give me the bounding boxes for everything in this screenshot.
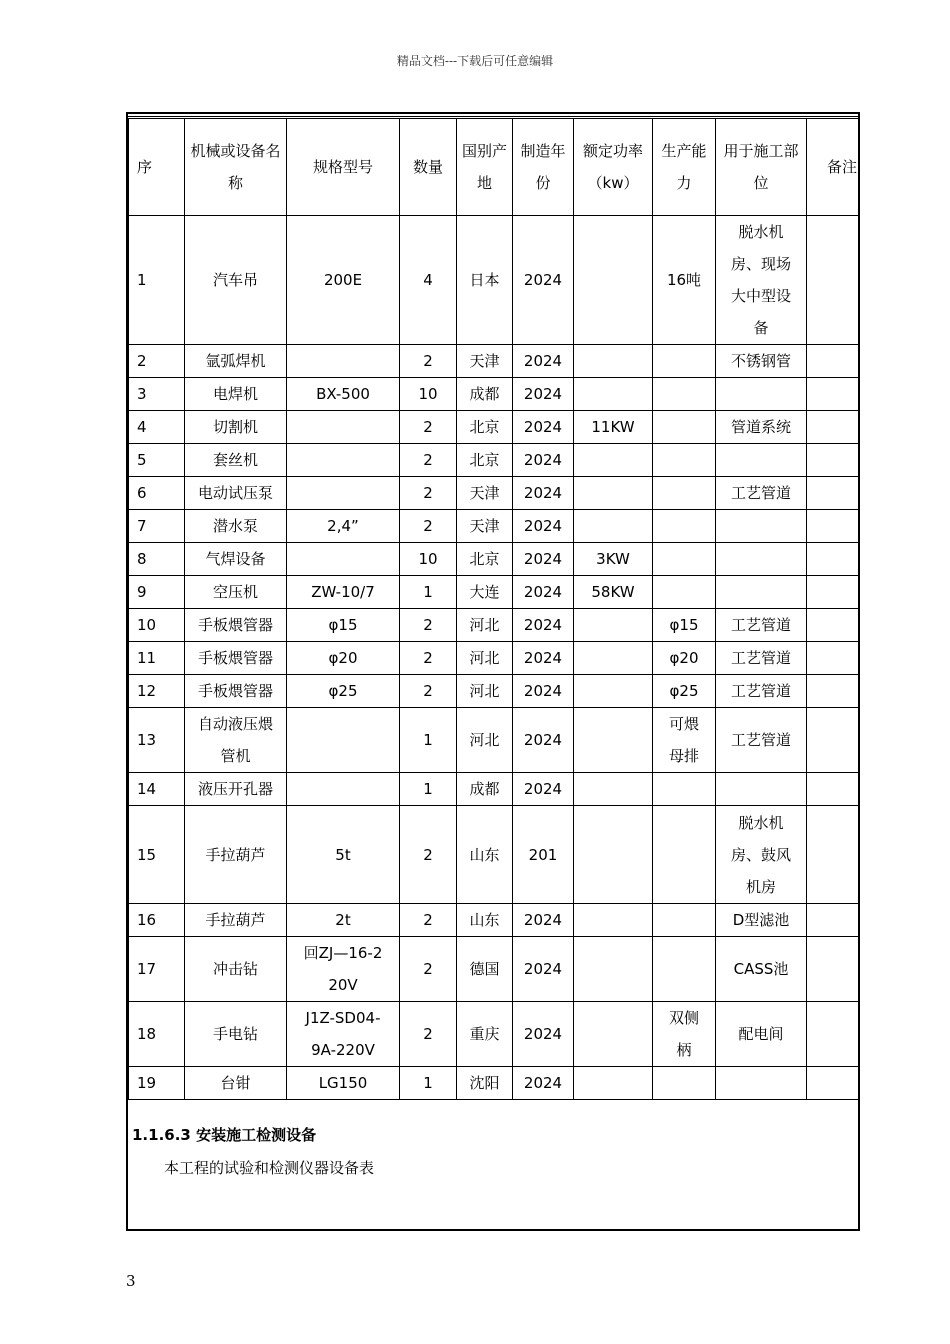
table-cell: 手板煨管器 [185,609,287,642]
column-header: 数量 [400,119,457,216]
table-row [129,806,861,904]
table-cell: 2,4” [287,510,400,543]
table-cell: 重庆 [457,1002,513,1067]
table-cell: 河北 [457,708,513,773]
table-cell: 2024 [513,216,574,345]
table-cell [574,937,653,1002]
table-cell: 天津 [457,345,513,378]
table-cell: 大连 [457,576,513,609]
table-cell: 2024 [513,510,574,543]
table-cell: CASS池 [716,937,807,1002]
table-cell: 2t [287,904,400,937]
table-cell [574,1002,653,1067]
page-header: 精品文档---下载后可任意编辑 [396,54,554,68]
column-header: 额定功率（kw） [574,119,653,216]
table-cell: 17 [129,937,185,1002]
table-cell: 7 [129,510,185,543]
table-cell: 2 [400,1002,457,1067]
table-cell: 天津 [457,510,513,543]
table-cell: 3 [129,378,185,411]
table-cell [807,444,861,477]
document-frame [126,112,860,1231]
table-header-row [129,119,861,216]
table-cell: 2024 [513,378,574,411]
table-cell: 手电钻 [185,1002,287,1067]
table-cell: 1 [400,708,457,773]
table-cell [807,576,861,609]
table-cell: 自动液压煨管机 [185,708,287,773]
table-cell [807,1067,861,1100]
table-cell: 15 [129,806,185,904]
table-cell: 成都 [457,378,513,411]
table-cell: LG150 [287,1067,400,1100]
table-cell: 回ZJ—16-220V [287,937,400,1002]
table-cell: 山东 [457,904,513,937]
table-cell: 2 [400,806,457,904]
table-cell: 手拉葫芦 [185,904,287,937]
table-cell: 3KW [574,543,653,576]
table-cell: 200E [287,216,400,345]
table-cell: 汽车吊 [185,216,287,345]
table-row [129,773,861,806]
table-cell [574,806,653,904]
table-cell: 1 [400,576,457,609]
table-cell: φ15 [287,609,400,642]
table-cell: 2 [400,904,457,937]
table-cell: 工艺管道 [716,477,807,510]
column-header: 备注 [807,119,861,216]
table-cell: 工艺管道 [716,708,807,773]
table-cell [807,411,861,444]
table-cell: 电动试压泵 [185,477,287,510]
table-cell: 2024 [513,708,574,773]
table-cell: 9 [129,576,185,609]
table-cell [287,477,400,510]
table-cell: 2 [400,345,457,378]
table-cell: 2024 [513,675,574,708]
table-cell: 19 [129,1067,185,1100]
table-cell: 10 [129,609,185,642]
table-cell [574,773,653,806]
table-cell [653,904,716,937]
table-cell: 2 [400,609,457,642]
page-number: 3 [126,1272,136,1290]
table-cell: φ15 [653,609,716,642]
table-cell [807,773,861,806]
table-cell: 2024 [513,642,574,675]
table-cell: φ20 [287,642,400,675]
table-cell: 电焊机 [185,378,287,411]
table-cell: 58KW [574,576,653,609]
table-cell [807,543,861,576]
table-cell: 冲击钻 [185,937,287,1002]
table-cell: 空压机 [185,576,287,609]
table-cell [653,510,716,543]
table-cell: D型滤池 [716,904,807,937]
table-cell [574,609,653,642]
table-cell: 河北 [457,642,513,675]
table-row [129,937,861,1002]
table-cell: 8 [129,543,185,576]
table-cell: 10 [400,543,457,576]
table-row [129,411,861,444]
table-cell: 可煨母排 [653,708,716,773]
table-cell [574,378,653,411]
table-cell: 手板煨管器 [185,675,287,708]
table-cell: 2024 [513,477,574,510]
table-cell [807,675,861,708]
table-cell [807,477,861,510]
table-cell: 天津 [457,477,513,510]
table-cell: 16 [129,904,185,937]
table-cell [653,543,716,576]
table-cell: 套丝机 [185,444,287,477]
table-cell [807,345,861,378]
table-cell: 2024 [513,1067,574,1100]
table-row [129,675,861,708]
table-cell: 2024 [513,543,574,576]
table-cell: 台钳 [185,1067,287,1100]
table-cell: 2024 [513,904,574,937]
column-header: 制造年份 [513,119,574,216]
table-cell: 手板煨管器 [185,642,287,675]
table-cell: 工艺管道 [716,642,807,675]
table-cell: 山东 [457,806,513,904]
table-cell [574,444,653,477]
table-cell: 德国 [457,937,513,1002]
section-heading: 1.1.6.3 安装施工检测设备 [132,1126,317,1144]
table-row [129,904,861,937]
top-rule [128,116,858,117]
table-cell [287,411,400,444]
table-cell: 氩弧焊机 [185,345,287,378]
column-header: 国别产地 [457,119,513,216]
table-cell [653,411,716,444]
table-cell: 4 [400,216,457,345]
table-cell: 潜水泵 [185,510,287,543]
table-cell: 2 [400,510,457,543]
column-header: 用于施工部位 [716,119,807,216]
table-cell [716,543,807,576]
table-cell [574,642,653,675]
table-cell: 脱水机房、现场大中型设备 [716,216,807,345]
table-cell [807,216,861,345]
table-cell: 1 [400,773,457,806]
table-cell: 1 [400,1067,457,1100]
table-cell: 不锈钢管 [716,345,807,378]
table-cell: 沈阳 [457,1067,513,1100]
table-row [129,642,861,675]
table-cell: 18 [129,1002,185,1067]
table-cell [287,444,400,477]
table-cell [716,576,807,609]
table-cell: 北京 [457,411,513,444]
table-cell: φ20 [653,642,716,675]
table-cell [716,1067,807,1100]
table-cell [653,345,716,378]
table-cell [653,378,716,411]
table-cell: 液压开孔器 [185,773,287,806]
table-cell [716,444,807,477]
table-cell: 2024 [513,937,574,1002]
table-cell [653,773,716,806]
table-cell [653,576,716,609]
table-cell: 1 [129,216,185,345]
table-cell [807,1002,861,1067]
table-cell: 日本 [457,216,513,345]
table-cell: 5t [287,806,400,904]
table-row [129,1002,861,1067]
table-cell: 2024 [513,609,574,642]
table-cell: 2 [400,642,457,675]
table-cell [807,642,861,675]
table-cell [716,773,807,806]
table-cell [653,937,716,1002]
table-cell: 2024 [513,345,574,378]
table-cell: 2 [400,477,457,510]
table-cell: 2024 [513,411,574,444]
table-cell [807,806,861,904]
table-cell: 工艺管道 [716,675,807,708]
table-cell: 2024 [513,444,574,477]
table-cell [807,378,861,411]
table-cell: 河北 [457,675,513,708]
table-cell: 手拉葫芦 [185,806,287,904]
table-cell: 河北 [457,609,513,642]
table-cell: 12 [129,675,185,708]
table-cell: 13 [129,708,185,773]
table-row [129,510,861,543]
table-cell: 11 [129,642,185,675]
table-cell: ZW-10/7 [287,576,400,609]
table-cell [287,543,400,576]
table-row [129,378,861,411]
table-cell [653,806,716,904]
table-cell [574,1067,653,1100]
table-cell [574,904,653,937]
table-cell: φ25 [287,675,400,708]
table-cell: 切割机 [185,411,287,444]
column-header: 机械或设备名称 [185,119,287,216]
table-cell: 2 [400,675,457,708]
equipment-table [128,118,860,1100]
table-cell: 10 [400,378,457,411]
table-cell: 4 [129,411,185,444]
table-cell: BX-500 [287,378,400,411]
table-cell [574,216,653,345]
table-cell [287,708,400,773]
table-row [129,345,861,378]
table-cell: 11KW [574,411,653,444]
table-cell [287,345,400,378]
table-cell: 201 [513,806,574,904]
table-cell: 北京 [457,444,513,477]
table-cell: 6 [129,477,185,510]
table-cell [807,937,861,1002]
table-cell: φ25 [653,675,716,708]
column-header: 生产能力 [653,119,716,216]
table-row [129,444,861,477]
table-row [129,1067,861,1100]
table-cell: 2024 [513,1002,574,1067]
table-cell [716,378,807,411]
table-cell: 成都 [457,773,513,806]
table-cell [807,510,861,543]
table-cell [574,345,653,378]
column-header: 序 [129,119,185,216]
table-cell [653,444,716,477]
table-row [129,216,861,345]
table-cell: 5 [129,444,185,477]
table-cell: 2024 [513,576,574,609]
table-cell: 2 [400,411,457,444]
table-cell [807,609,861,642]
table-cell: 16吨 [653,216,716,345]
table-cell [574,708,653,773]
table-cell [653,477,716,510]
table-cell: 脱水机房、鼓风机房 [716,806,807,904]
table-row [129,609,861,642]
table-cell: 管道系统 [716,411,807,444]
table-cell: 气焊设备 [185,543,287,576]
table-cell: 北京 [457,543,513,576]
table-row [129,477,861,510]
table-row [129,543,861,576]
table-cell: 2 [400,937,457,1002]
table-cell: 工艺管道 [716,609,807,642]
table-cell [287,773,400,806]
table-row [129,576,861,609]
section-description: 本工程的试验和检测仪器设备表 [164,1159,375,1177]
table-cell: 2 [400,444,457,477]
table-row [129,708,861,773]
table-cell [574,675,653,708]
table-cell [807,904,861,937]
table-cell: 14 [129,773,185,806]
table-cell [716,510,807,543]
table-cell: 2024 [513,773,574,806]
table-cell: J1Z-SD04-9A-220V [287,1002,400,1067]
table-cell [574,510,653,543]
table-cell: 双侧柄 [653,1002,716,1067]
table-cell [807,708,861,773]
table-cell: 配电间 [716,1002,807,1067]
column-header: 规格型号 [287,119,400,216]
table-cell [653,1067,716,1100]
table-cell [574,477,653,510]
table-cell: 2 [129,345,185,378]
